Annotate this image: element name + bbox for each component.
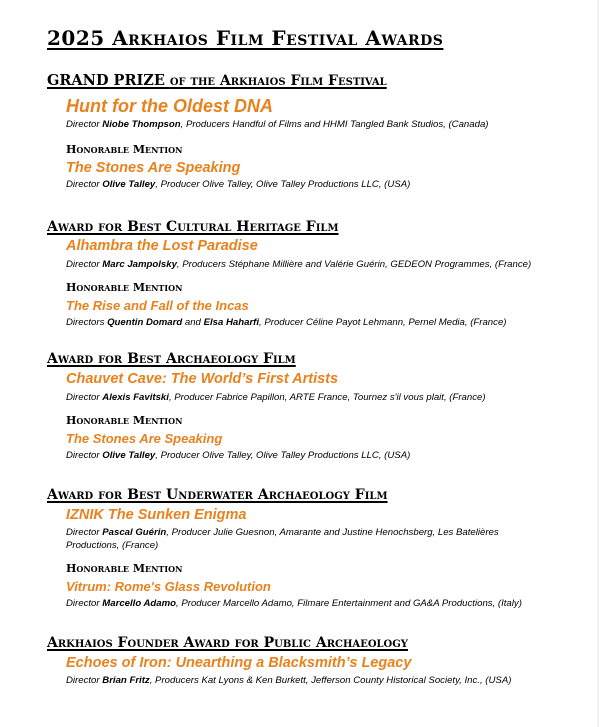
award-heading: Arkhaios Founder Award for Public Archaeology: [47, 635, 408, 651]
winner-credit: [66, 258, 566, 271]
honorable-film-title: Vitrum: Rome's Glass Revolution: [66, 579, 271, 594]
credit-role: Directors: [66, 317, 105, 328]
award-section-archaeology: [47, 350, 587, 462]
winner-credit: [66, 674, 566, 687]
credit-role: Director: [66, 259, 100, 270]
award-heading-main: GRAND PRIZE: [47, 72, 165, 89]
honorable-credit: [66, 449, 566, 462]
award-heading-rest: of the Arkhaios Film Festival: [169, 73, 387, 89]
award-heading: Award for Best Underwater Archaeology Film: [47, 487, 388, 503]
credit-role: Director: [66, 119, 100, 130]
credit-person: Brian Fritz: [102, 675, 150, 686]
credit-rest: , Producer Olive Talley, Olive Talley Productions LLC, (USA): [155, 179, 411, 190]
credit-rest: , Producer Céline Payot Lehmann, Pernel Media, (France): [259, 317, 507, 328]
honorable-mention-label: Honorable Mention: [66, 143, 183, 156]
credit-role: Director: [66, 392, 100, 403]
credit-rest: , Producer Olive Talley, Olive Talley Productions LLC, (USA): [155, 450, 411, 461]
credit-role: Director: [66, 527, 100, 538]
award-heading: [47, 72, 587, 90]
award-section-founder: [47, 634, 587, 687]
honorable-mention-label: Honorable Mention: [66, 281, 183, 294]
honorable-film-title: The Stones Are Speaking: [66, 160, 241, 176]
credit-and: and: [184, 317, 201, 328]
credit-role: Director: [66, 598, 100, 609]
page-title: 2025 Arkhaios Film Festival Awards: [47, 26, 444, 50]
credit-person: Olive Talley: [102, 179, 156, 190]
winner-film-title: Hunt for the Oldest DNA: [66, 96, 273, 116]
winner-film-title: Chauvet Cave: The World’s First Artists: [66, 371, 339, 387]
credit-person: Pascal Guérin: [102, 527, 167, 538]
page-edge-divider: [597, 0, 599, 727]
winner-film-title: IZNIK The Sunken Enigma: [66, 507, 247, 523]
credit-person: Marc Jampolsky: [102, 259, 177, 270]
honorable-credit: [66, 597, 566, 610]
credit-person: Quentin Domard: [107, 317, 183, 328]
honorable-film-title: The Rise and Fall of the Incas: [66, 298, 249, 313]
credit-person: Alexis Favitski: [102, 392, 169, 403]
credit-person: Marcello Adamo: [102, 598, 177, 609]
credit-rest: , Producers Handful of Films and HHMI Tangled Bank Studios, (Canada): [180, 119, 489, 130]
award-section-cultural-heritage: [47, 218, 587, 329]
winner-film-title: Alhambra the Lost Paradise: [66, 238, 258, 254]
award-section-grand-prize: [47, 72, 587, 191]
honorable-mention-label: Honorable Mention: [66, 562, 183, 575]
award-heading: Award for Best Archaeology Film: [47, 351, 296, 367]
credit-rest: , Producers Kat Lyons & Ken Burkett, Jefferson County Historical Society, Inc., (USA): [149, 675, 512, 686]
credit-role: Director: [66, 179, 100, 190]
honorable-credit: [66, 316, 566, 329]
credit-rest: , Producer Fabrice Papillon, ARTE France, Tournez s'il vous plait, (France): [168, 392, 486, 403]
credit-rest: , Producer Marcello Adamo, Filmare Entertainment and GA&A Productions, (Italy): [176, 598, 522, 609]
winner-credit: [66, 526, 536, 552]
honorable-credit: [66, 178, 566, 191]
honorable-film-title: The Stones Are Speaking: [66, 431, 223, 446]
credit-rest: , Producer Julie Guesnon, Amarante and Justine Henochsberg, Les Batelières Productions, (France): [66, 527, 499, 551]
credit-person: Olive Talley: [102, 450, 156, 461]
winner-credit: [66, 391, 566, 404]
honorable-mention-label: Honorable Mention: [66, 414, 183, 427]
winner-credit: [66, 118, 566, 131]
winner-film-title: Echoes of Iron: Unearthing a Blacksmith’s Legacy: [66, 655, 412, 671]
award-section-underwater: [47, 486, 587, 610]
credit-rest: , Producers Stéphane Millière and Valérie Guérin, GEDEON Programmes, (France): [176, 259, 532, 270]
award-heading: Award for Best Cultural Heritage Film: [47, 219, 339, 235]
credit-role: Director: [66, 675, 100, 686]
credit-person: Niobe Thompson: [102, 119, 181, 130]
credit-role: Director: [66, 450, 100, 461]
credit-person: Elsa Haharfi: [203, 317, 260, 328]
